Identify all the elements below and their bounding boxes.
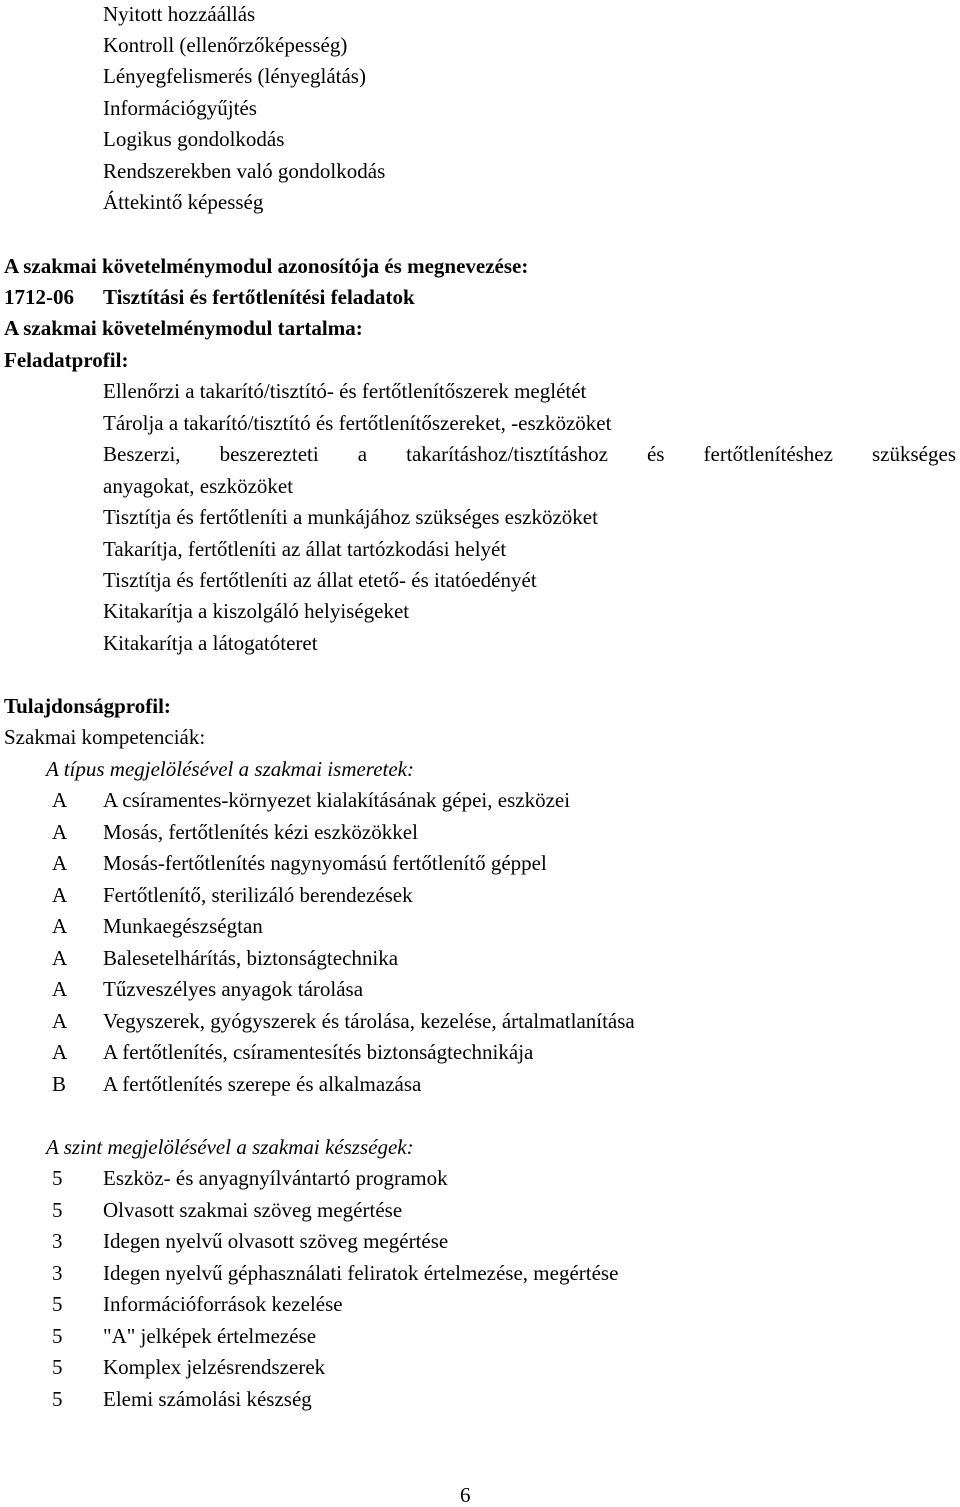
knowledge-text: Fertőtlenítő, sterilizáló berendezések <box>103 883 413 907</box>
skill-level: 5 <box>52 1387 63 1411</box>
skill-level: 5 <box>52 1198 63 1222</box>
intro-item: Rendszerekben való gondolkodás <box>103 159 386 183</box>
task-item: Tárolja a takarító/tisztító és fertőtlenítőszereket, -eszközöket <box>103 411 612 435</box>
knowledge-text: A fertőtlenítés, csíramentesítés biztonságtechnikája <box>103 1040 534 1064</box>
knowledge-type: A <box>52 977 68 1001</box>
knowledge-type: A <box>52 788 68 812</box>
module-id-heading: A szakmai követelménymodul azonosítója és megnevezése: <box>4 254 529 278</box>
knowledge-type: B <box>52 1072 67 1096</box>
knowledge-type: A <box>52 883 68 907</box>
task-item: Kitakarítja a látogatóteret <box>103 631 318 655</box>
intro-item: Nyitott hozzáállás <box>103 2 256 26</box>
skill-text: Eszköz- és anyagnyílvántartó programok <box>103 1166 448 1190</box>
knowledge-type: A <box>52 1040 68 1064</box>
knowledge-type: A <box>52 946 68 970</box>
knowledge-text: A fertőtlenítés szerepe és alkalmazása <box>103 1072 422 1096</box>
knowledge-text: Tűzveszélyes anyagok tárolása <box>103 977 364 1001</box>
knowledge-type: A <box>52 914 68 938</box>
module-name: Tisztítási és fertőtlenítési feladatok <box>103 285 415 309</box>
skill-level: 3 <box>52 1229 63 1253</box>
property-profile-heading: Tulajdonságprofil: <box>4 694 171 718</box>
knowledge-text: Mosás, fertőtlenítés kézi eszközökkel <box>103 820 418 844</box>
task-item: Ellenőrzi a takarító/tisztító- és fertőtlenítőszerek meglétét <box>103 379 587 403</box>
knowledge-text: Balesetelhárítás, biztonságtechnika <box>103 946 399 970</box>
intro-item: Lényegfelismerés (lényeglátás) <box>103 64 366 88</box>
knowledge-text: Mosás-fertőtlenítés nagynyomású fertőtlenítő géppel <box>103 851 547 875</box>
module-content-heading: A szakmai követelménymodul tartalma: <box>4 316 363 340</box>
knowledge-heading: A típus megjelölésével a szakmai ismeretek: <box>46 757 414 781</box>
skill-level: 5 <box>52 1166 63 1190</box>
skill-text: Olvasott szakmai szöveg megértése <box>103 1198 403 1222</box>
competences-heading: Szakmai kompetenciák: <box>4 725 206 749</box>
skill-text: Idegen nyelvű géphasználati feliratok értelmezése, megértése <box>103 1261 619 1285</box>
skill-level: 5 <box>52 1292 63 1316</box>
skill-text: Információforrások kezelése <box>103 1292 343 1316</box>
skill-text: Komplex jelzésrendszerek <box>103 1355 326 1379</box>
task-item: Beszerzi, beszerezteti a takarításhoz/tisztításhoz és fertőtlenítéshez szükséges <box>103 442 956 466</box>
skill-text: Elemi számolási készség <box>103 1387 312 1411</box>
knowledge-text: A csíramentes-környezet kialakításának gépei, eszközei <box>103 788 571 812</box>
task-profile-heading: Feladatprofil: <box>4 348 129 372</box>
skill-level: 5 <box>52 1355 63 1379</box>
skill-text: "A" jelképek értelmezése <box>103 1324 317 1348</box>
page-number: 6 <box>460 1483 471 1507</box>
intro-item: Áttekintő képesség <box>103 190 264 214</box>
task-item: Tisztítja és fertőtleníti az állat etető- és itatóedényét <box>103 568 537 592</box>
skill-level: 3 <box>52 1261 63 1285</box>
task-item: Kitakarítja a kiszolgáló helyiségeket <box>103 599 410 623</box>
task-item: Takarítja, fertőtleníti az állat tartózkodási helyét <box>103 537 507 561</box>
knowledge-text: Vegyszerek, gyógyszerek és tárolása, kezelése, ártalmatlanítása <box>103 1009 635 1033</box>
intro-item: Információgyűjtés <box>103 96 257 120</box>
skills-heading: A szint megjelölésével a szakmai készségek: <box>46 1135 414 1159</box>
module-code: 1712-06 <box>4 285 74 309</box>
task-item-continuation: anyagokat, eszközöket <box>103 474 294 498</box>
knowledge-type: A <box>52 1009 68 1033</box>
skill-level: 5 <box>52 1324 63 1348</box>
task-item: Tisztítja és fertőtleníti a munkájához szükséges eszközöket <box>103 505 598 529</box>
knowledge-type: A <box>52 820 68 844</box>
knowledge-text: Munkaegészségtan <box>103 914 263 938</box>
skill-text: Idegen nyelvű olvasott szöveg megértése <box>103 1229 449 1253</box>
knowledge-type: A <box>52 851 68 875</box>
intro-item: Logikus gondolkodás <box>103 127 285 151</box>
intro-item: Kontroll (ellenőrzőképesség) <box>103 33 348 57</box>
